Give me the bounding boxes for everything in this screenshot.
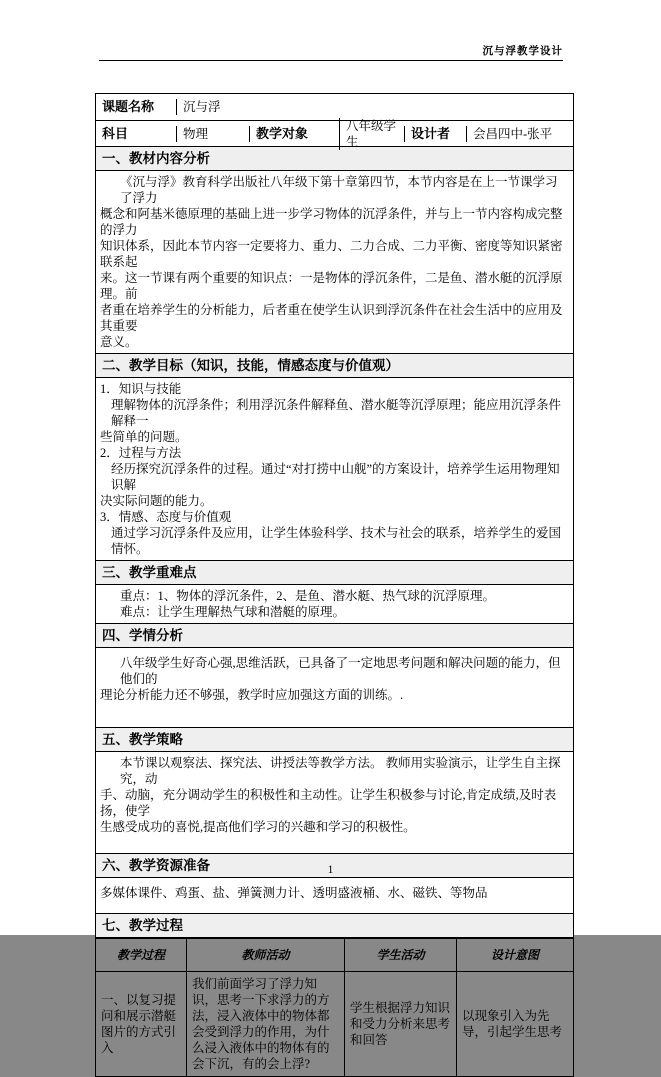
process-table-row — [96, 971, 573, 1076]
section-content-key-points — [96, 584, 573, 623]
topic-label: 课题名称 — [102, 99, 155, 114]
section-content-resources — [96, 877, 573, 913]
text-line: 些简单的问题。 — [100, 430, 188, 444]
column-header-teacher-activity: 教师活动 — [186, 939, 344, 971]
cell-stage-text: 一、以复习提问和展示潜艇图片的方式引入 — [101, 993, 177, 1055]
designer-label: 设计者 — [404, 126, 466, 142]
section-heading-material-analysis: 一、教材内容分析 — [96, 146, 573, 170]
text-line: 八年级学生好奇心强,思维活跃，已具备了一定地思考问题和解决问题的能力，但他们的 — [120, 656, 561, 686]
text-line: 理解物体的沉浮条件；利用浮沉条件解释鱼、潜水艇等沉浮原理；能应用沉浮条件解释一 — [111, 398, 562, 428]
text-line: 生感受成功的喜悦,提高他们学习的兴趣和学习的积极性。 — [100, 820, 416, 834]
text-line: 手、动脑，充分调动学生的积极性和主动性。让学生积极参与讨论,肯定成绩,及时表扬，使学 — [100, 788, 557, 818]
text-line: 3．情感、态度与价值观 — [100, 510, 232, 524]
text-line: 《沉与浮》教育科学出版社八年级下第十章第四节，本节内容是在上一节课学习了浮力 — [120, 175, 558, 205]
section-content-learner-analysis — [96, 647, 573, 727]
section-heading-objectives: 二、教学目标（知识，技能，情感态度与价值观） — [96, 353, 573, 377]
lesson-plan-table — [95, 93, 574, 1077]
text-line: 概念和阿基米德原理的基础上进一步学习物体的沉浮条件，并与上一节内容构成完整的浮力 — [100, 207, 563, 237]
subject-label: 科目 — [102, 125, 129, 141]
section-heading-strategy: 五、教学策略 — [96, 727, 573, 751]
table-row-subject — [96, 118, 573, 149]
text-line: 理论分析能力还不够强，教学时应加强这方面的训练。. — [100, 688, 404, 702]
text-line: 知识体系，因此本节内容一定要将力、重力、二力合成、二力平衡、密度等知识紧密联系起 — [100, 239, 563, 269]
page-number: 1 — [327, 864, 334, 876]
section-heading-resources: 六、教学资源准备 — [96, 853, 573, 877]
subject-value: 物理 — [176, 126, 249, 142]
cell-teacher-activity — [186, 972, 344, 1076]
column-header-design-intent: 设计意图 — [456, 939, 573, 971]
section-content-material-analysis — [96, 170, 573, 353]
section-heading-process: 七、教学过程 — [96, 913, 573, 937]
table-row-topic — [96, 94, 573, 120]
header-rule — [99, 60, 563, 61]
section-content-strategy — [96, 751, 573, 853]
column-header-stage: 教学过程 — [116, 948, 165, 962]
audience-value: 八年级学生 — [339, 118, 404, 150]
process-table-header-row — [96, 937, 573, 971]
text-line: 经历探究沉浮条件的过程。通过“对打捞中山舰”的方案设计，培养学生运用物理知识解 — [111, 462, 560, 492]
text-line: 通过学习沉浮条件及应用，让学生体验科学、技术与社会的联系，培养学生的爱国情怀。 — [111, 526, 562, 556]
cell-student-activity — [344, 972, 456, 1076]
text-line: 来。这一节课有两个重要的知识点：一是物体的浮沉条件，二是鱼、潜水艇的沉浮原理。前 — [100, 271, 563, 301]
cell-design-intent-text: 以现象引入为先导，引起学生思考 — [462, 1009, 563, 1039]
text-line: 意义。 — [100, 335, 138, 349]
text-line: 多媒体课件、鸡蛋、盐、弹簧测力计、透明盛液桶、水、磁铁、等物品 — [100, 886, 488, 900]
section-heading-learner-analysis: 四、学情分析 — [96, 623, 573, 647]
text-line: 重点：1、物体的浮沉条件，2、是鱼、潜水艇、热气球的沉浮原理。 — [120, 589, 496, 603]
text-line: 决实际问题的能力。 — [100, 494, 213, 508]
designer-value: 会昌四中-张平 — [466, 126, 573, 142]
text-line: 者重在培养学生的分析能力，后者重在使学生认识到浮沉条件在社会生活中的应用及其重要 — [100, 303, 563, 333]
cell-stage — [96, 972, 186, 1076]
column-header-student-activity: 学生活动 — [344, 939, 456, 971]
topic-value: 沉与浮 — [176, 99, 573, 115]
section-content-objectives — [96, 377, 573, 560]
cell-student-activity-text: 学生根据浮力知识和受力分析来思考和回答 — [350, 1001, 451, 1047]
text-line: 1．知识与技能 — [100, 382, 182, 396]
audience-label: 教学对象 — [249, 126, 339, 142]
section-heading-key-points: 三、教学重难点 — [96, 560, 573, 584]
cell-teacher-activity-text: 我们前面学习了浮力知识，思考一下求浮力的方法，浸入液体中的物体都会受到浮力的作用，为什么浸入液体中的物体有的会下沉，有的会上浮? — [192, 977, 330, 1071]
cell-design-intent — [456, 972, 573, 1076]
text-line: 2．过程与方法 — [100, 446, 182, 460]
running-header-title: 沉与浮教学设计 — [482, 46, 563, 57]
process-table — [96, 937, 573, 1076]
text-line: 本节课以观察法、探究法、讲授法等教学方法。 教师用实验演示，让学生自主探究，动 — [120, 756, 561, 786]
text-line: 难点：让学生理解热气球和潜艇的原理。 — [120, 605, 346, 619]
